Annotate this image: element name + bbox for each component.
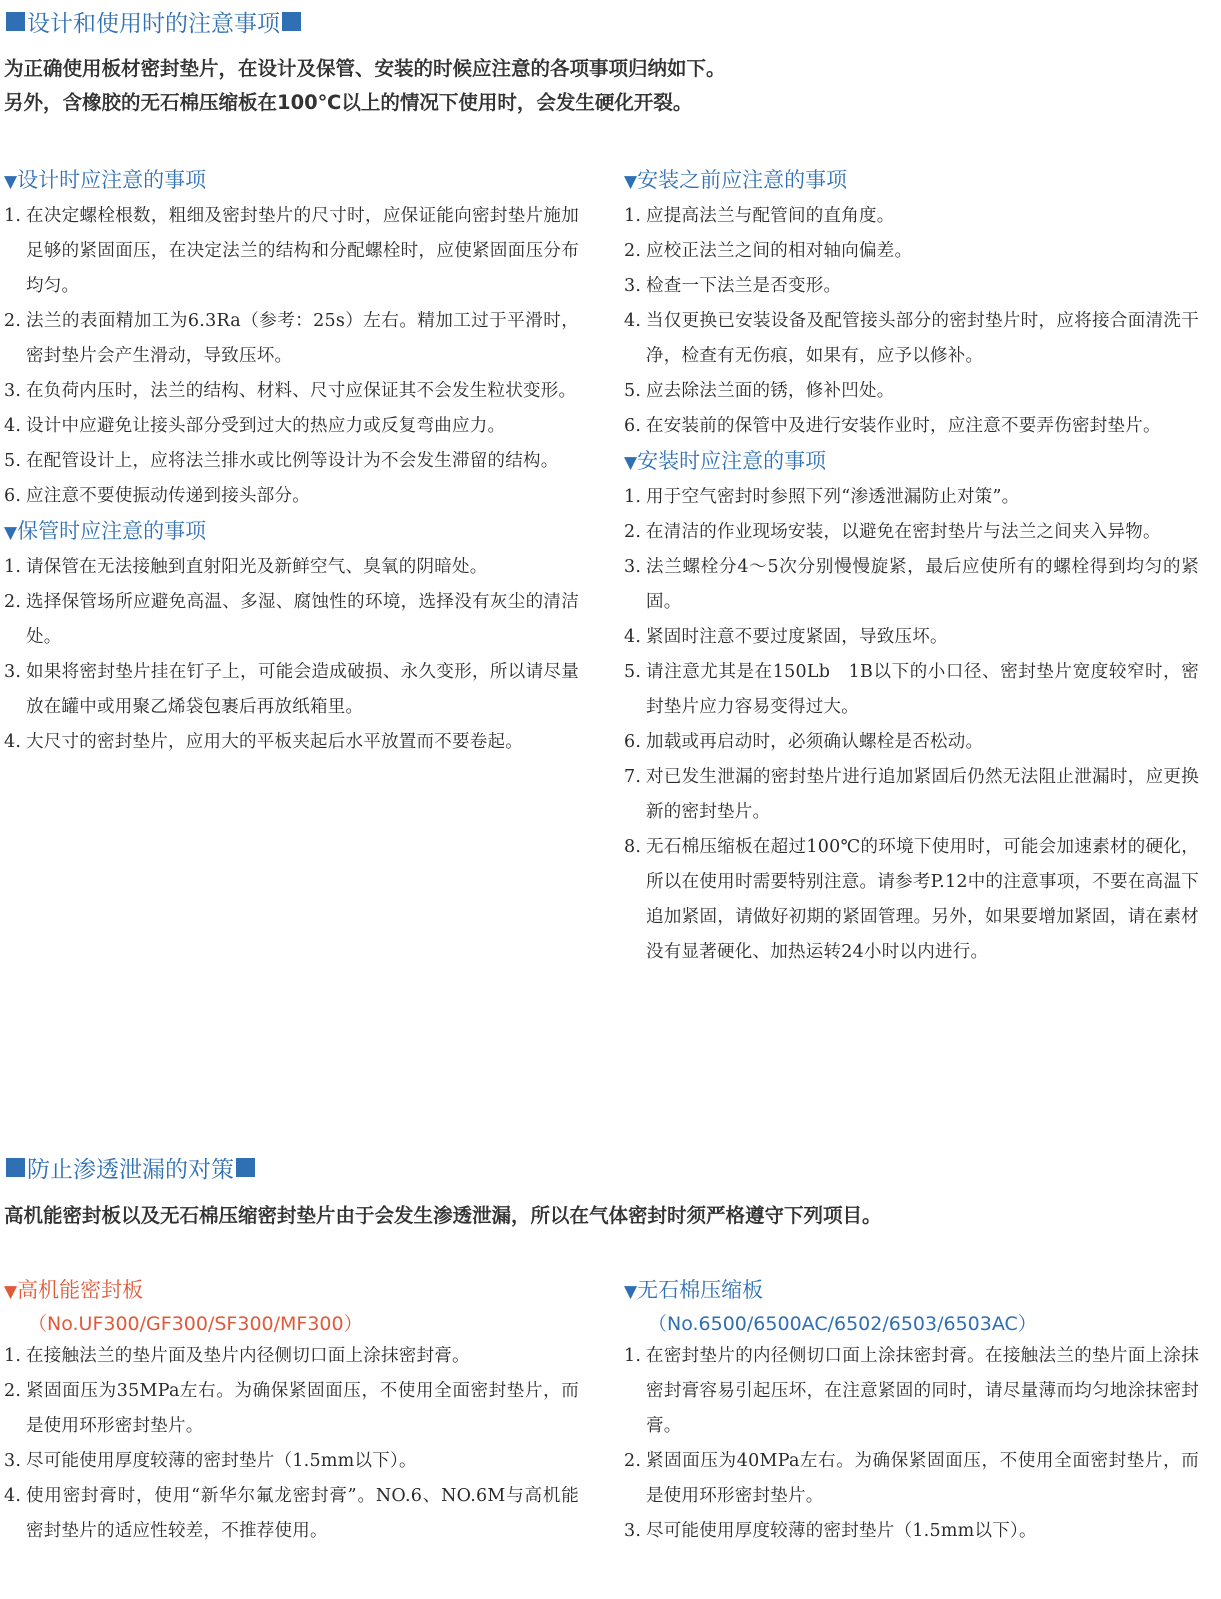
model-numbers: （No.6500/6500AC/6502/6503/6503AC） xyxy=(648,1313,1037,1335)
list-item: 3. 法兰螺栓分4～5次分别慢慢旋紧，最后应使所有的螺栓得到均匀的紧固。 xyxy=(624,557,1199,612)
square-bullet-icon xyxy=(6,1158,25,1177)
non-asbestos-list xyxy=(624,1339,1199,1549)
list-item: 2. 法兰的表面精加工为6.3Ra（参考：25s）左右。精加工过于平滑时，密封垫片会产生滑动，导致压坏。 xyxy=(4,311,579,366)
list-item: 2. 选择保管场所应避免高温、多湿、腐蚀性的环境，选择没有灰尘的清洁处。 xyxy=(4,592,579,647)
list-item: 4. 紧固时注意不要过度紧固，导致压坏。 xyxy=(624,627,948,647)
list-item: 1. 用于空气密封时参照下列“渗透泄漏防止对策”。 xyxy=(624,487,1020,507)
list-item: 8. 无石棉压缩板在超过100℃的环境下使用时，可能会加速素材的硬化，所以在使用时需要特别注意。请参考P.12中的注意事项，不要在高温下追加紧固，请做好初期的紧固管理。另外，如果要增加紧固，请在素材没有显著硬化、加热运转24小时以内进行。 xyxy=(624,837,1199,962)
list-item: 2. 在清洁的作业现场安装，以避免在密封垫片与法兰之间夹入异物。 xyxy=(624,522,1161,542)
list-item: 1. 应提高法兰与配管间的直角度。 xyxy=(624,206,895,226)
section-intro: 高机能密封板以及无石棉压缩密封垫片由于会发生渗透泄漏，所以在气体密封时须严格遵守下列项目。 xyxy=(4,1204,882,1227)
section-intro xyxy=(4,52,726,120)
install-list xyxy=(624,480,1199,970)
design-list xyxy=(4,199,579,514)
list-item: 6. 在安装前的保管中及进行安装作业时，应注意不要弄伤密封垫片。 xyxy=(624,416,1161,436)
list-item: 1. 请保管在无法接触到直射阳光及新鲜空气、臭氧的阴暗处。 xyxy=(4,557,488,577)
square-bullet-icon xyxy=(6,12,25,31)
triangle-down-icon: ▼ xyxy=(4,1282,18,1302)
right-column-bottom xyxy=(624,1273,1199,1549)
list-item: 4. 大尺寸的密封垫片，应用大的平板夹起后水平放置而不要卷起。 xyxy=(4,732,523,752)
list-item: 7. 对已发生泄漏的密封垫片进行追加紧固后仍然无法阻止泄漏时，应更换新的密封垫片。 xyxy=(624,767,1199,822)
list-item: 5. 应去除法兰面的锈，修补凹处。 xyxy=(624,381,895,401)
list-item: 3. 尽可能使用厚度较薄的密封垫片（1.5mm以下）。 xyxy=(624,1521,1037,1541)
section-header-leak-prevention xyxy=(4,1151,257,1184)
triangle-down-icon: ▼ xyxy=(624,172,638,192)
list-item: 2. 紧固面压为35MPa左右。为确保紧固面压，不使用全面密封垫片，而是使用环形密封垫片。 xyxy=(4,1381,579,1436)
list-item: 4. 设计中应避免让接头部分受到过大的热应力或反复弯曲应力。 xyxy=(4,416,506,436)
list-item: 2. 紧固面压为40MPa左右。为确保紧固面压，不使用全面密封垫片，而是使用环形密封垫片。 xyxy=(624,1451,1199,1506)
triangle-down-icon: ▼ xyxy=(4,172,18,192)
right-column-top xyxy=(624,163,1199,970)
storage-list xyxy=(4,550,579,760)
list-item: 1. 在密封垫片的内径侧切口面上涂抹密封膏。在接触法兰的垫片面上涂抹密封膏容易引起压坏，在注意紧固的同时，请尽量薄而均匀地涂抹密封膏。 xyxy=(624,1346,1199,1436)
left-column-bottom xyxy=(4,1273,579,1549)
section-title: 防止渗透泄漏的对策 xyxy=(27,1157,234,1183)
triangle-down-icon: ▼ xyxy=(4,523,18,543)
intro-line: 为正确使用板材密封垫片，在设计及保管、安装的时候应注意的各项事项归纳如下。 xyxy=(4,57,726,80)
list-item: 6. 加载或再启动时，必须确认螺栓是否松动。 xyxy=(624,732,984,752)
list-item: 1. 在接触法兰的垫片面及垫片内径侧切口面上涂抹密封膏。 xyxy=(4,1346,470,1366)
list-item: 4. 使用密封膏时，使用“新华尔氟龙密封膏”。NO.6、NO.6M与高机能密封垫片的适应性较差，不推荐使用。 xyxy=(4,1486,579,1541)
section-header-precautions xyxy=(4,5,303,38)
high-perf-list xyxy=(4,1339,579,1549)
subsection-storage-title: ▼保管时应注意的事项 xyxy=(4,519,207,543)
list-item: 6. 应注意不要使振动传递到接头部分。 xyxy=(4,486,310,506)
square-bullet-icon xyxy=(236,1158,255,1177)
list-item: 1. 在决定螺栓根数，粗细及密封垫片的尺寸时，应保证能向密封垫片施加足够的紧固面压，在决定法兰的结构和分配螺栓时，应使紧固面压分布均匀。 xyxy=(4,206,579,296)
list-item: 5. 在配管设计上，应将法兰排水或比例等设计为不会发生滞留的结构。 xyxy=(4,451,559,471)
section-title: 设计和使用时的注意事项 xyxy=(27,11,280,37)
list-item: 3. 在负荷内压时，法兰的结构、材料、尺寸应保证其不会发生粒状变形。 xyxy=(4,381,577,401)
list-item: 3. 检查一下法兰是否变形。 xyxy=(624,276,842,296)
list-item: 4. 当仅更换已安装设备及配管接头部分的密封垫片时，应将接合面清洗干净，检查有无伤痕，如果有，应予以修补。 xyxy=(624,311,1199,366)
before-install-list xyxy=(624,199,1199,444)
triangle-down-icon: ▼ xyxy=(624,1282,638,1302)
square-bullet-icon xyxy=(282,12,301,31)
list-item: 5. 请注意尤其是在150Lb 1B以下的小口径、密封垫片宽度较窄时，密封垫片应力容易变得过大。 xyxy=(624,662,1199,717)
triangle-down-icon: ▼ xyxy=(624,453,638,473)
model-numbers: （No.UF300/GF300/SF300/MF300） xyxy=(28,1313,363,1335)
list-item: 2. 应校正法兰之间的相对轴向偏差。 xyxy=(624,241,913,261)
subsection-install-title: ▼安装时应注意的事项 xyxy=(624,449,827,473)
subsection-before-install-title: ▼安装之前应注意的事项 xyxy=(624,168,848,192)
list-item: 3. 尽可能使用厚度较薄的密封垫片（1.5mm以下）。 xyxy=(4,1451,417,1471)
subsection-high-perf-title: ▼高机能密封板 xyxy=(4,1278,144,1302)
list-item: 3. 如果将密封垫片挂在钉子上，可能会造成破损、永久变形，所以请尽量放在罐中或用聚乙烯袋包裹后再放纸箱里。 xyxy=(4,662,579,717)
subsection-design-title: ▼设计时应注意的事项 xyxy=(4,168,207,192)
left-column-top xyxy=(4,163,579,760)
intro-line: 另外，含橡胶的无石棉压缩板在100℃以上的情况下使用时，会发生硬化开裂。 xyxy=(4,91,693,114)
subsection-non-asbestos-title: ▼无石棉压缩板 xyxy=(624,1278,764,1302)
